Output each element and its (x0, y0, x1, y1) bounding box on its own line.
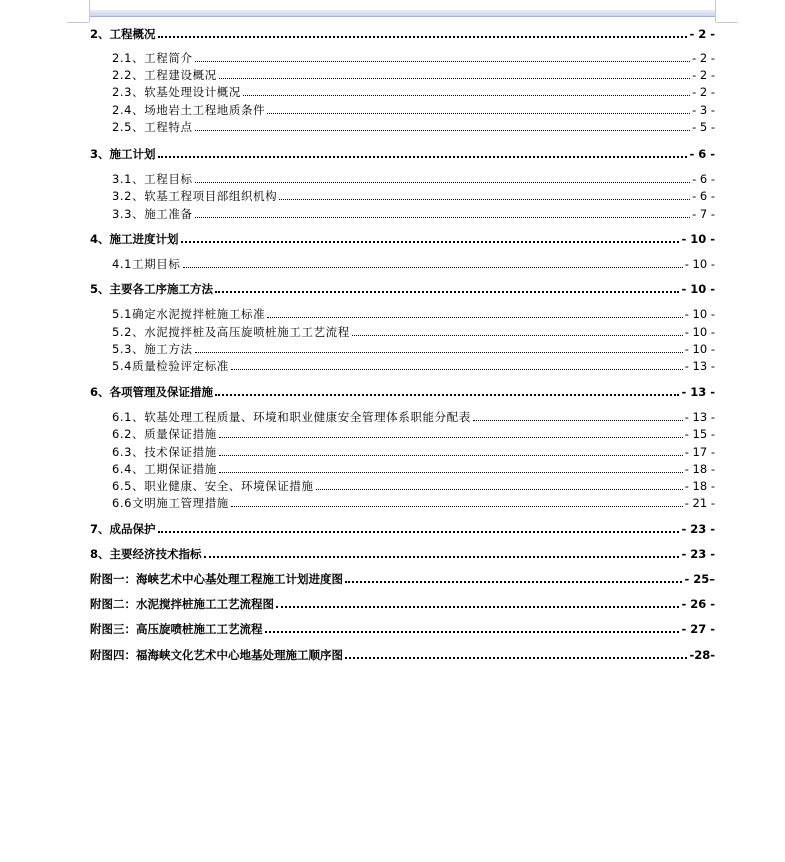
toc-entry-page-number: - 13 - (681, 385, 715, 399)
toc-entry-section[interactable] (90, 50, 715, 66)
toc-dot-leader (276, 605, 679, 608)
toc-entry-page-number: - 6 - (692, 172, 715, 186)
toc-entry-page-number: - 3 - (692, 103, 715, 117)
margin-corner-mark-right (715, 0, 716, 22)
toc-entry-page-number: - 6 - (692, 189, 715, 203)
toc-entry-chapter[interactable] (90, 621, 715, 637)
toc-entry-chapter[interactable] (90, 26, 715, 42)
toc-entry-section[interactable] (90, 444, 715, 460)
toc-entry-title: 2.4、场地岩土工程地质条件 (112, 103, 266, 117)
toc-entry-section[interactable] (90, 84, 715, 100)
toc-entry-title: 7、成品保护 (90, 522, 156, 536)
toc-entry-chapter[interactable] (90, 647, 715, 663)
toc-entry-page-number: - 18 - (684, 462, 715, 476)
toc-entry-section[interactable] (90, 206, 715, 222)
toc-dot-leader (267, 112, 690, 114)
toc-entry-page-number: - 23 - (681, 547, 715, 561)
toc-entry-chapter[interactable] (90, 521, 715, 537)
toc-entry-chapter[interactable] (90, 546, 715, 562)
margin-corner-mark-right-horizontal (716, 22, 738, 23)
toc-entry-chapter[interactable] (90, 281, 715, 297)
toc-dot-leader (352, 334, 683, 336)
toc-entry-title: 2.5、工程特点 (112, 120, 193, 134)
toc-entry-page-number: - 23 - (681, 522, 715, 536)
toc-entry-page-number: - 17 - (684, 445, 715, 459)
toc-entry-title: 2.3、软基处理设计概况 (112, 85, 241, 99)
toc-dot-leader (195, 351, 683, 353)
toc-entry-page-number: - 10 - (681, 282, 715, 296)
toc-entry-page-number: - 21 - (684, 496, 715, 510)
toc-entry-page-number: - 2 - (692, 85, 715, 99)
toc-entry-title: 3.2、软基工程项目部组织机构 (112, 189, 278, 203)
toc-dot-leader (195, 60, 690, 62)
toc-entry-title: 6.6文明施工管理措施 (112, 496, 229, 510)
toc-dot-leader (231, 368, 683, 370)
toc-entry-section[interactable] (90, 102, 715, 118)
toc-dot-leader (231, 505, 683, 507)
toc-entry-section[interactable] (90, 324, 715, 340)
toc-entry-section[interactable] (90, 256, 715, 272)
toc-entry-page-number: - 2 - (692, 68, 715, 82)
toc-entry-section[interactable] (90, 426, 715, 442)
toc-dot-leader (215, 290, 679, 293)
toc-entry-title: 附图四：福海峡文化艺术中心地基处理施工顺序图 (90, 648, 343, 662)
toc-dot-leader (195, 216, 690, 218)
toc-entry-title: 4、施工进度计划 (90, 232, 179, 246)
toc-entry-chapter[interactable] (90, 571, 715, 587)
toc-entry-title: 6.2、质量保证措施 (112, 427, 217, 441)
toc-entry-section[interactable] (90, 461, 715, 477)
toc-dot-leader (195, 181, 690, 183)
toc-entry-title: 6.3、技术保证措施 (112, 445, 217, 459)
toc-dot-leader (215, 393, 679, 396)
toc-entry-page-number: - 2 - (689, 27, 715, 41)
toc-entry-section[interactable] (90, 478, 715, 494)
margin-corner-mark-left-horizontal (67, 22, 89, 23)
toc-entry-chapter[interactable] (90, 596, 715, 612)
toc-entry-page-number: - 13 - (684, 410, 715, 424)
toc-entry-page-number: - 15 - (684, 427, 715, 441)
toc-entry-title: 附图三：高压旋喷桩施工工艺流程 (90, 622, 263, 636)
toc-entry-title: 5.1确定水泥搅拌桩施工标准 (112, 307, 266, 321)
toc-entry-section[interactable] (90, 495, 715, 511)
toc-entry-chapter[interactable] (90, 384, 715, 400)
toc-entry-page-number: - 10 - (684, 307, 715, 321)
toc-entry-title: 3.3、施工准备 (112, 207, 193, 221)
toc-dot-leader (183, 266, 683, 268)
toc-entry-section[interactable] (90, 409, 715, 425)
toc-dot-leader (158, 35, 688, 38)
toc-entry-page-number: - 26 - (681, 597, 715, 611)
toc-dot-leader (158, 155, 688, 158)
toc-dot-leader (265, 630, 680, 633)
toc-dot-leader (219, 454, 683, 456)
toc-dot-leader (345, 656, 687, 659)
toc-entry-page-number: - 10 - (684, 325, 715, 339)
toc-entry-title: 2.1、工程简介 (112, 51, 193, 65)
toc-dot-leader (181, 240, 680, 243)
toc-entry-title: 附图一：海峡艺术中心基处理工程施工计划进度图 (90, 572, 343, 586)
toc-entry-title: 2、工程概况 (90, 27, 156, 41)
toc-entry-title: 8、主要经济技术指标 (90, 547, 202, 561)
toc-entry-title: 2.2、工程建设概况 (112, 68, 217, 82)
toc-dot-leader (267, 316, 683, 318)
toc-entry-page-number: - 2 - (692, 51, 715, 65)
header-band (90, 10, 715, 17)
toc-dot-leader (219, 471, 683, 473)
toc-dot-leader (158, 530, 680, 533)
toc-entry-section[interactable] (90, 306, 715, 322)
toc-dot-leader (195, 129, 690, 131)
toc-entry-section[interactable] (90, 358, 715, 374)
toc-entry-page-number: - 13 - (684, 359, 715, 373)
toc-dot-leader (243, 94, 690, 96)
toc-dot-leader (279, 198, 690, 200)
toc-dot-leader (345, 580, 682, 583)
toc-entry-title: 3、施工计划 (90, 147, 156, 161)
toc-entry-section[interactable] (90, 119, 715, 135)
toc-entry-page-number: - 10 - (684, 257, 715, 271)
toc-entry-title: 5、主要各工序施工方法 (90, 282, 214, 296)
toc-entry-title: 6.5、职业健康、安全、环境保证措施 (112, 479, 314, 493)
toc-entry-title: 6、各项管理及保证措施 (90, 385, 214, 399)
toc-dot-leader (204, 555, 680, 558)
toc-dot-leader (316, 488, 683, 490)
toc-entry-title: 附图二：水泥搅拌桩施工工艺流程图 (90, 597, 274, 611)
toc-entry-title: 3.1、工程目标 (112, 172, 193, 186)
toc-entry-section[interactable] (90, 171, 715, 187)
toc-entry-page-number: - 10 - (681, 232, 715, 246)
toc-entry-page-number: - 18 - (684, 479, 715, 493)
toc-entry-title: 4.1工期目标 (112, 257, 181, 271)
toc-entry-title: 5.3、施工方法 (112, 342, 193, 356)
toc-entry-page-number: - 10 - (684, 342, 715, 356)
toc-entry-page-number: - 27 - (681, 622, 715, 636)
toc-entry-page-number: - 7 - (692, 207, 715, 221)
toc-entry-section[interactable] (90, 341, 715, 357)
toc-dot-leader (219, 77, 690, 79)
toc-entry-title: 5.4质量检验评定标准 (112, 359, 229, 373)
toc-dot-leader (473, 419, 683, 421)
toc-entry-title: 6.1、软基处理工程质量、环境和职业健康安全管理体系职能分配表 (112, 410, 471, 424)
toc-entry-title: 6.4、工期保证措施 (112, 462, 217, 476)
toc-entry-section[interactable] (90, 188, 715, 204)
toc-entry-section[interactable] (90, 67, 715, 83)
toc-entry-page-number: - 25– (684, 572, 715, 586)
toc-entry-chapter[interactable] (90, 231, 715, 247)
toc-entry-chapter[interactable] (90, 146, 715, 162)
toc-entry-page-number: - 6 - (689, 147, 715, 161)
toc-entry-page-number: -28- (689, 648, 715, 662)
toc-entry-title: 5.2、水泥搅拌桩及高压旋喷桩施工工艺流程 (112, 325, 350, 339)
toc-entry-page-number: - 5 - (692, 120, 715, 134)
toc-dot-leader (219, 436, 683, 438)
